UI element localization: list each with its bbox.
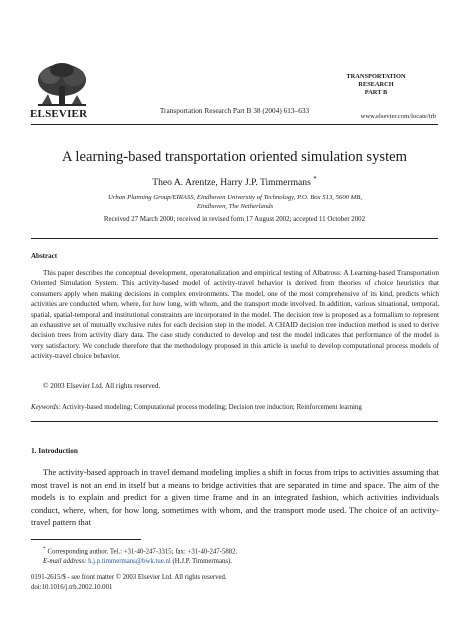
abstract-copyright: © 2003 Elsevier Ltd. All rights reserved. bbox=[43, 382, 161, 390]
journal-name-line: RESEARCH bbox=[358, 81, 394, 88]
email-link[interactable]: h.j.p.timmermans@bwk.tue.nl bbox=[88, 558, 171, 566]
article-authors bbox=[0, 175, 469, 188]
affiliation-line: Urban Planning Group/EIRASS, Eindhoven University of Technology, P.O. Box 513, 5600 MB, bbox=[107, 194, 363, 201]
footnote-corresponding-text: Corresponding author. Tel.: +31-40-247-3315; fax: +31-40-247-5882. bbox=[47, 548, 238, 556]
journal-url-link[interactable]: www.elsevier.com/locate/trb bbox=[360, 113, 436, 120]
publisher-name: ELSEVIER bbox=[30, 108, 88, 120]
received-dates: Received 27 March 2000; received in revised form 17 August 2002; accepted 11 October 2002 bbox=[103, 216, 366, 223]
journal-name-line: TRANSPORTATION bbox=[346, 73, 406, 80]
abstract-text bbox=[31, 268, 439, 362]
header-rule bbox=[31, 124, 438, 125]
footnote-mark: * bbox=[43, 546, 46, 552]
keywords-list: Activity-based modeling; Computational process modeling; Decision tree induction; Reinforcement learning bbox=[61, 404, 362, 411]
corresponding-author-mark[interactable]: * bbox=[313, 175, 317, 183]
author-affiliation bbox=[80, 193, 390, 211]
email-suffix: (H.J.P. Timmermans). bbox=[172, 558, 232, 566]
issn-line: 0191-2615/$ - see front matter © 2003 Elsevier Ltd. All rights reserved. bbox=[31, 574, 227, 581]
email-label: E-mail address: bbox=[43, 558, 87, 566]
author-names: Theo A. Arentze, Harry J.P. Timmermans bbox=[152, 177, 311, 189]
footnote-email bbox=[31, 557, 237, 567]
footnote-corresponding bbox=[31, 544, 237, 557]
doi-line[interactable]: doi:10.1016/j.trb.2002.10.001 bbox=[31, 584, 113, 591]
article-title: A learning-based transportation oriented simulation system bbox=[62, 149, 407, 165]
keywords bbox=[31, 404, 362, 411]
front-matter bbox=[31, 573, 227, 593]
abstract-bottom-rule bbox=[31, 421, 438, 422]
keywords-label: Keywords: bbox=[31, 404, 61, 411]
abstract-top-rule bbox=[31, 238, 438, 239]
section-heading: 1. Introduction bbox=[31, 446, 78, 455]
journal-name-line: PART B bbox=[364, 89, 388, 96]
abstract-paragraph: This paper describes the conceptual development, operatonalization and empirical testing of Albatross: A Learning-based Transportation Oriented Simulation System. This activity-based model of activity-travel behavior is derived from theories of choice heuristics that consumers apply when making decisions in complex environments. The model, one of the most comprehensive of its kind, predicts which activities are conducted when, where, for how long, with whom, and the transport mode involved. In addition, various situational, temporal, spatial, spatial-temporal and institutional constraints are incorporated in the model. The decision tree is proposed as a formalism to represent an exhaustive set of mutually exclusive rules for each decision step in the model. A CHAID decision tree induction method is used to derive decision trees from activity diary data. The case study conducted to develop and test the model indicates that performance of the model is very satisfactory. We conclude therefore that the methodology proposed in this article is useful to develop computational process models of activity-travel choice behavior. bbox=[31, 269, 439, 361]
section-paragraph: The activity-based approach in travel demand modeling implies a shift in focus from trips to activities assuming that most travel is not an end in itself but a means to bridge activities that are separated in time and space. The aim of the models is to explain and predict for a given time frame and in an integrated fashion, which activities individuals conduct, where, when, for how long, sometimes with whom, and the transport mode used. The choice of an activity-travel pattern that bbox=[31, 467, 439, 527]
section-text bbox=[31, 466, 439, 529]
footnote-rule bbox=[31, 539, 141, 540]
abstract-heading: Abstract bbox=[31, 252, 58, 260]
journal-name bbox=[316, 73, 436, 97]
footnote bbox=[31, 544, 237, 567]
journal-citation: Transportation Research Part B 38 (2004) 613–633 bbox=[159, 106, 310, 115]
affiliation-line: Eindhoven, The Netherlands bbox=[196, 203, 274, 210]
